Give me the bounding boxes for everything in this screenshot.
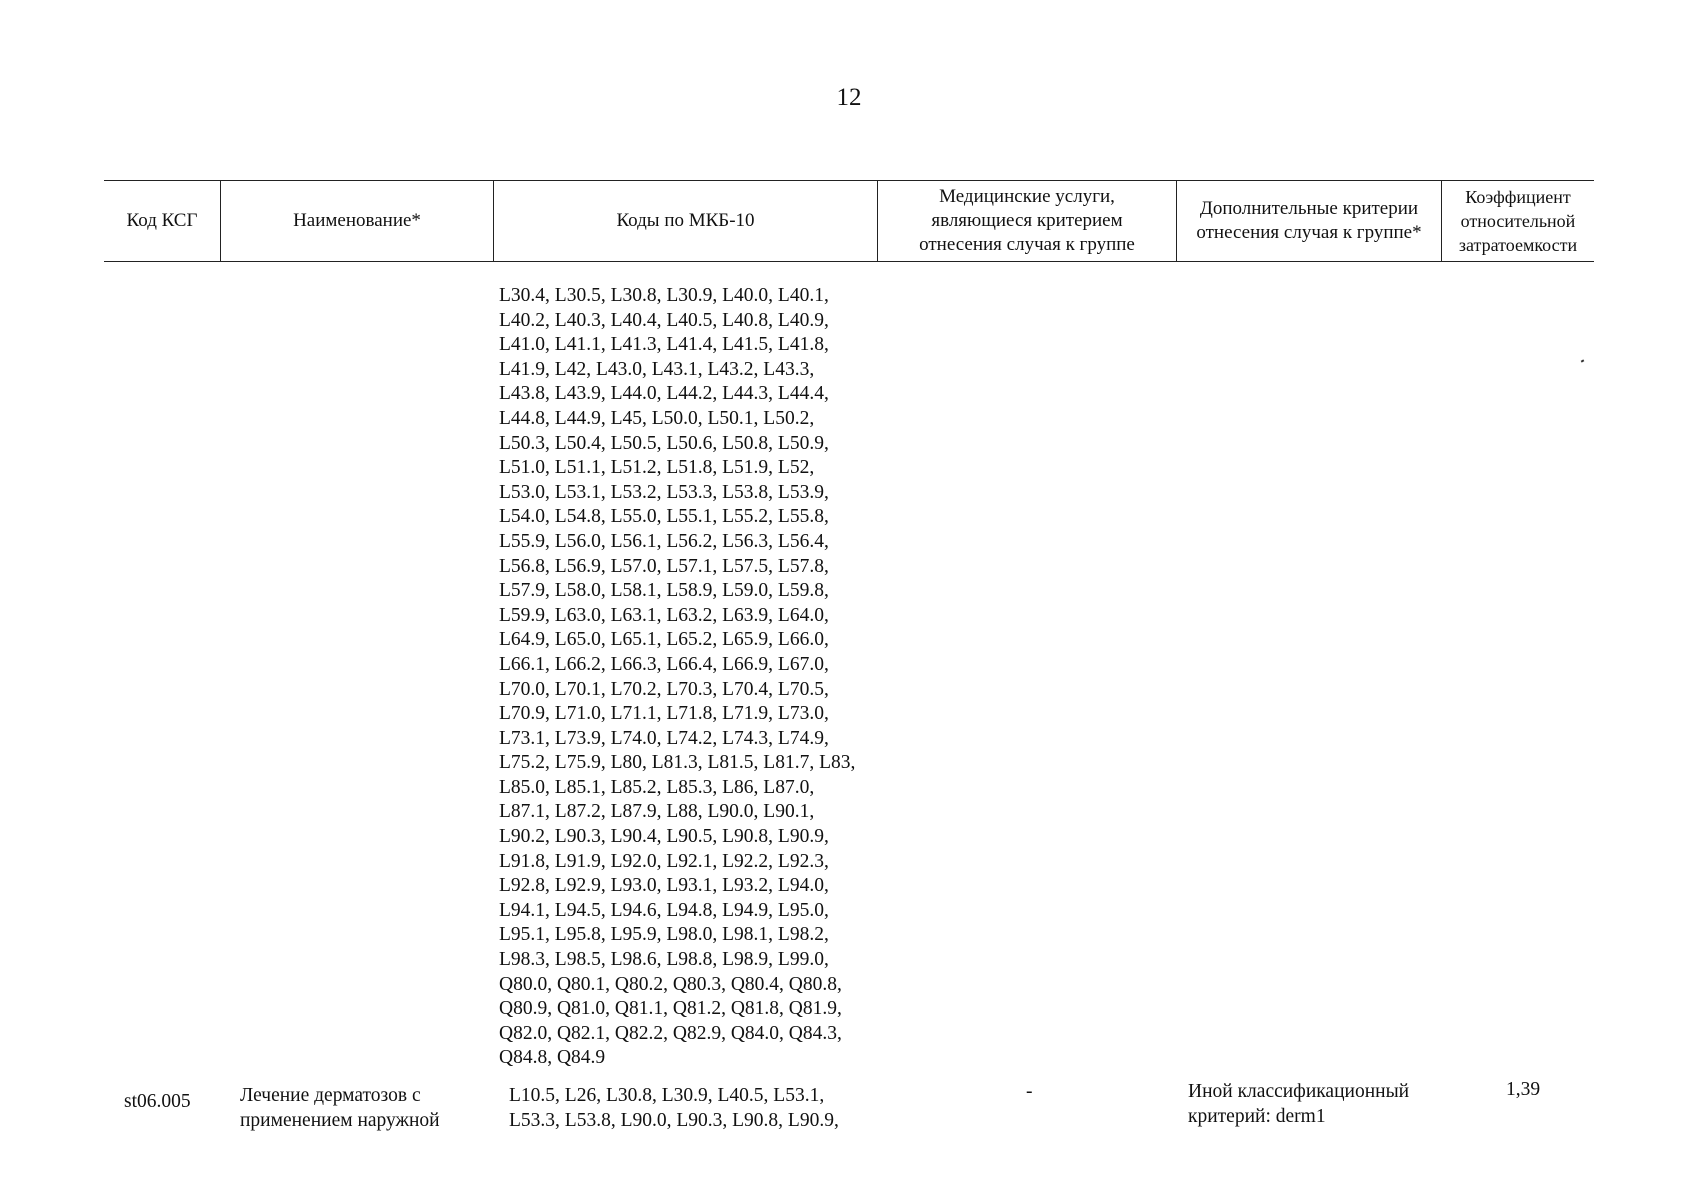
icd-code-line: L90.2, L90.3, L90.4, L90.5, L90.8, L90.9, xyxy=(499,826,829,848)
icd-code-line: L50.3, L50.4, L50.5, L50.6, L50.8, L50.9, xyxy=(499,432,829,454)
icd-code-line: L41.9, L42, L43.0, L43.1, L43.2, L43.3, xyxy=(499,358,815,380)
icd-code-line: L55.9, L56.0, L56.1, L56.2, L56.3, L56.4, xyxy=(499,530,829,552)
icd-code-line: L57.9, L58.0, L58.1, L58.9, L59.0, L59.8, xyxy=(499,580,829,602)
row-icd-codes xyxy=(509,1084,839,1133)
row-coefficient: 1,39 xyxy=(1506,1079,1541,1100)
icd-code-line: L92.8, L92.9, L93.0, L93.1, L93.2, L94.0, xyxy=(499,875,829,897)
icd-code-line: L94.1, L94.5, L94.6, L94.8, L94.9, L95.0, xyxy=(499,899,829,921)
row-name-line: Лечение дерматозов с xyxy=(240,1085,421,1106)
header-coef-line: Коэффициент xyxy=(1465,187,1571,207)
icd-code-line: L85.0, L85.1, L85.2, L85.3, L86, L87.0, xyxy=(499,776,815,798)
icd-code-line: L56.8, L56.9, L57.0, L57.1, L57.5, L57.8, xyxy=(499,555,829,577)
icd-code-line: L40.2, L40.3, L40.4, L40.5, L40.8, L40.9, xyxy=(499,309,829,331)
icd-code-line: L66.1, L66.2, L66.3, L66.4, L66.9, L67.0, xyxy=(499,653,829,675)
header-services-line: отнесения случая к группе xyxy=(919,234,1135,255)
header-code: Код КСГ xyxy=(104,181,221,261)
row-icd-line: L10.5, L26, L30.8, L30.9, L40.5, L53.1, xyxy=(509,1085,825,1106)
header-coefficient xyxy=(1442,181,1594,261)
icd-code-line: L70.0, L70.1, L70.2, L70.3, L70.4, L70.5, xyxy=(499,678,829,700)
header-coef-line: относительной xyxy=(1460,211,1576,231)
continued-icd-codes xyxy=(499,284,899,1071)
scan-speck xyxy=(1581,359,1585,362)
icd-code-line: Q80.9, Q81.0, Q81.1, Q81.2, Q81.8, Q81.9, xyxy=(499,998,842,1020)
row-icd-line: L53.3, L53.8, L90.0, L90.3, L90.8, L90.9, xyxy=(509,1109,839,1131)
icd-code-line: L87.1, L87.2, L87.9, L88, L90.0, L90.1, xyxy=(499,801,815,823)
icd-code-line: Q80.0, Q80.1, Q80.2, Q80.3, Q80.4, Q80.8, xyxy=(499,973,842,995)
row-name xyxy=(240,1084,440,1133)
header-services-line: Медицинские услуги, xyxy=(939,186,1115,207)
icd-code-line: L54.0, L54.8, L55.0, L55.1, L55.2, L55.8, xyxy=(499,506,829,528)
icd-code-line: L43.8, L43.9, L44.0, L44.2, L44.3, L44.4, xyxy=(499,383,829,405)
header-services-line: являющиеся критерием xyxy=(931,210,1123,231)
row-name-line: применением наружной xyxy=(240,1109,440,1131)
header-extra-line: отнесения случая к группе* xyxy=(1196,222,1422,243)
header-coef-line: затратоемкости xyxy=(1458,235,1578,255)
header-name: Наименование* xyxy=(221,181,494,261)
icd-code-line: Q84.8, Q84.9 xyxy=(499,1047,606,1069)
icd-code-line: L75.2, L75.9, L80, L81.3, L81.5, L81.7, L83, xyxy=(499,752,856,774)
icd-code-line: L70.9, L71.0, L71.1, L71.8, L71.9, L73.0, xyxy=(499,703,829,725)
icd-code-line: L73.1, L73.9, L74.0, L74.2, L74.3, L74.9, xyxy=(499,727,829,749)
icd-code-line: L95.1, L95.8, L95.9, L98.0, L98.1, L98.2, xyxy=(499,924,829,946)
icd-code-line: L51.0, L51.1, L51.2, L51.8, L51.9, L52, xyxy=(499,457,815,479)
icd-code-line: L41.0, L41.1, L41.3, L41.4, L41.5, L41.8, xyxy=(499,334,829,356)
icd-code-line: L91.8, L91.9, L92.0, L92.1, L92.2, L92.3, xyxy=(499,850,829,872)
icd-code-line: L64.9, L65.0, L65.1, L65.2, L65.9, L66.0, xyxy=(499,629,829,651)
row-extra-line: Иной классификационный xyxy=(1188,1081,1410,1102)
header-extra-line: Дополнительные критерии xyxy=(1199,198,1419,219)
row-services: - xyxy=(1026,1081,1033,1102)
row-extra-criteria xyxy=(1188,1080,1409,1129)
icd-code-line: Q82.0, Q82.1, Q82.2, Q82.9, Q84.0, Q84.3, xyxy=(499,1022,842,1044)
icd-code-line: L59.9, L63.0, L63.1, L63.2, L63.9, L64.0, xyxy=(499,604,829,626)
header-icd-codes: Коды по МКБ-10 xyxy=(494,181,878,261)
icd-code-line: L44.8, L44.9, L45, L50.0, L50.1, L50.2, xyxy=(499,407,815,429)
row-extra-line: критерий: derm1 xyxy=(1188,1105,1326,1127)
page-number: 12 xyxy=(836,84,862,111)
icd-code-line: L30.4, L30.5, L30.8, L30.9, L40.0, L40.1, xyxy=(499,285,829,306)
header-medical-services xyxy=(878,181,1177,261)
table-header xyxy=(104,180,1594,262)
header-extra-criteria xyxy=(1177,181,1442,261)
icd-code-line: L53.0, L53.1, L53.2, L53.3, L53.8, L53.9, xyxy=(499,481,829,503)
icd-code-line: L98.3, L98.5, L98.6, L98.8, L98.9, L99.0, xyxy=(499,949,829,971)
row-code: st06.005 xyxy=(124,1091,191,1112)
